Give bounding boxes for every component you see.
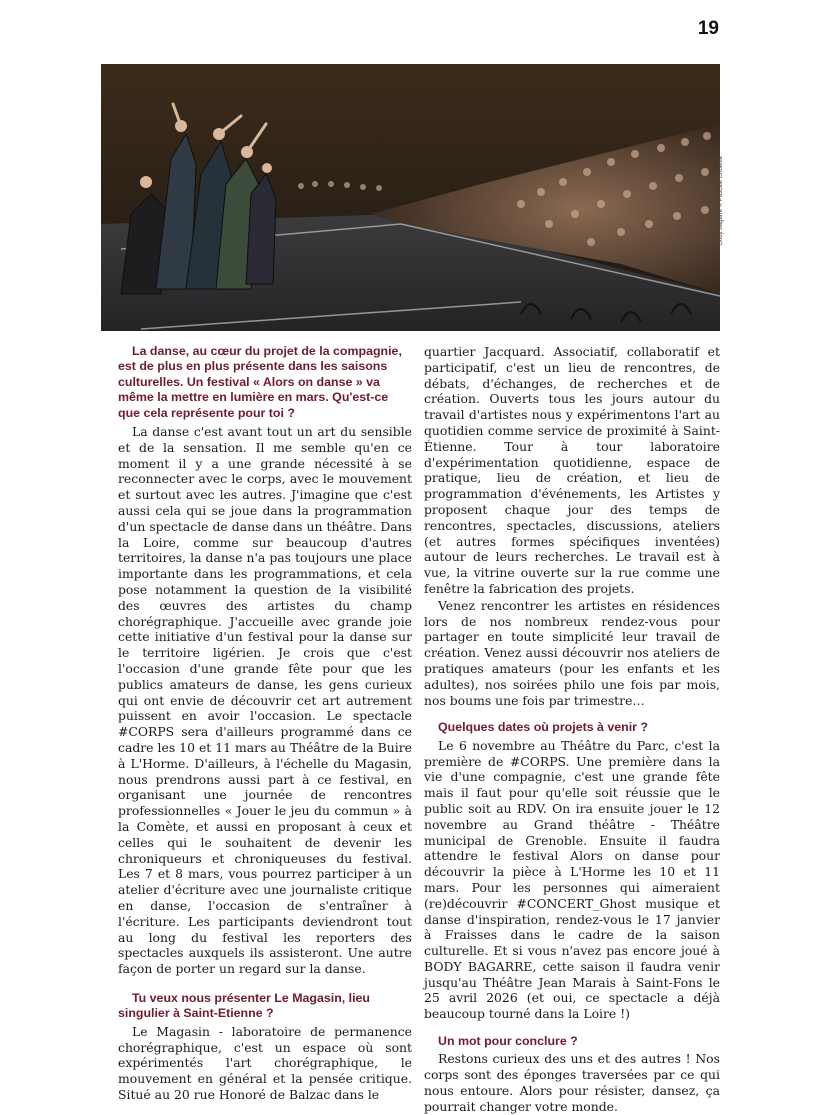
question-4: Un mot pour conclure ?: [438, 1034, 578, 1049]
answer-2-start: Le Magasin - laboratoire de permanence chorégraphique, c'est un espace où sont expérimentés l'art chorégraphique, le mouvement en général et la pensée critique. Situé au 20 rue Honoré de Balzac dans le: [118, 1023, 412, 1102]
answer-1: La danse c'est avant tout un art du sensible et de la sensation. Il me semble qu'en ce moment il y a une grande nécessité à se reconnecter avec le corps, avec le mouvement et surtout avec les autres. J'imagine que c'est aussi cela qui se joue dans la programmation d'un spectacle de danse dans un théâtre. Dans la Loire, comme sur beaucoup d'autres territoires, la danse n'a pas toujours une place importante dans les programmations, et cela pose notamment la question de la visibilité des œuvres des artistes du champ chorégraphique. J'accueille avec grande joie cette initiative d'un festival pour la danse sur le territoire ligérien. Je crois que c'est l'occasion d'une grande fête pour que les publics amateurs de danse, les gens curieux qui ont envie de découvrir cet art autrement puissent en avoir l'occasion. Le spectacle #CORPS sera d'ailleurs programmé dans ce cadre les 10 et 11 mars au Théâtre de la Buire à L'Horme. D'ailleurs, à l'échelle du Magasin, nous prendrons aussi part à ce festival, en organisant une journée de rencontres professionnelles « Jouer le jeu du commun » à la Comète, et aussi en proposant à ceux et celles qui le souhaitent de devenir les chroniqueurs et chroniqueuses du festival. Les 7 et 8 mars, vous pourrez participer à un atelier d'écriture avec une journaliste critique en danse, l'occasion de s'entraîner à l'écriture. Les participants deviendront tout au long du festival les reporters des spectacles auxquels ils assisteront. Une autre façon de porter un regard sur la danse.: [118, 424, 412, 977]
right-column: [424, 344, 720, 1115]
dance-performance-photo: [101, 64, 720, 331]
page-number: 19: [697, 18, 719, 39]
answer-4: Restons curieux des uns et des autres ! Nos corps sont des éponges traversées par ce qui nous entoure. Alors pour résister, dansez, ça pourrait changer votre monde.: [424, 1051, 720, 1114]
question-3: Quelques dates où projets à venir ?: [438, 720, 649, 735]
question-2: Tu veux nous présenter Le Magasin, lieu singulier à Saint-Etienne ?: [118, 990, 371, 1021]
photo-credit: Body bagarre © Pascale Cholette: [718, 155, 724, 245]
answer-3: Le 6 novembre au Théâtre du Parc, c'est la première de #CORPS. Une première dans la vie d'une compagnie, c'est une grande fête mais il faut pour qu'elle soit réussie que le public soit au RDV. On ira ensuite jouer le 12 novembre au Grand théâtre - Théâtre municipal de Grenoble. Ensuite il faudra attendre le festival Alors on danse pour découvrir la pièce à L'Horme les 10 et 11 mars. Pour les personnes qui aimeraient (re)découvrir #CONCERT_Ghost musique et danse d'inspiration, rendez-vous le 17 janvier à Fraisses dans le cadre de la saison culturelle. Et si vous n'avez pas encore joué à BODY BAGARRE, cette saison il faudra venir jusqu'au Théâtre Jean Marais à Saint-Fons le 25 avril 2026 (et oui, ce spectacle a déjà beaucoup tourné dans la Loire !): [424, 737, 720, 1022]
answer-2-end: quartier Jacquard. Associatif, collaboratif et participatif, c'est un lieu de rencontres, de débats, d'échanges, de recherches et de création. Ouverts tous les jours autour du travail d'artistes nous y expérimentons l'art au quotidien comme service de proximité à Saint-Étienne. Tour à tour laboratoire d'expérimentation quotidienne, espace de pratique, lieu de création, et lieu de programmation d'événements, les Artistes y proposent chaque jour des temps de rencontres, spectacles, discussions, ateliers (et autres formes spécifiques inventées) autour de leurs recherches. Le travail est à vue, la vitrine ouverte sur la rue comme une fenêtre la fabrication des projets.: [424, 344, 720, 596]
photo-illustration: [101, 64, 720, 331]
left-column: [118, 344, 412, 1103]
question-intro: La danse, au cœur du projet de la compagnie, est de plus en plus présente dans les saisons culturelles. Un festival « Alors on danse » va même la mettre en lumière en mars. Qu'est-ce que cela représente pour toi ?: [118, 344, 402, 420]
answer-2-para2: Venez rencontrer les artistes en résidences lors de nos nombreux rendez-vous pour partager en toute simplicité leur travail de création. Venez aussi découvrir nos ateliers de pratiques amateurs (pour les enfants et les adultes), nos soirées philo une fois par mois, nos boums une fois par trimestre…: [424, 597, 720, 708]
